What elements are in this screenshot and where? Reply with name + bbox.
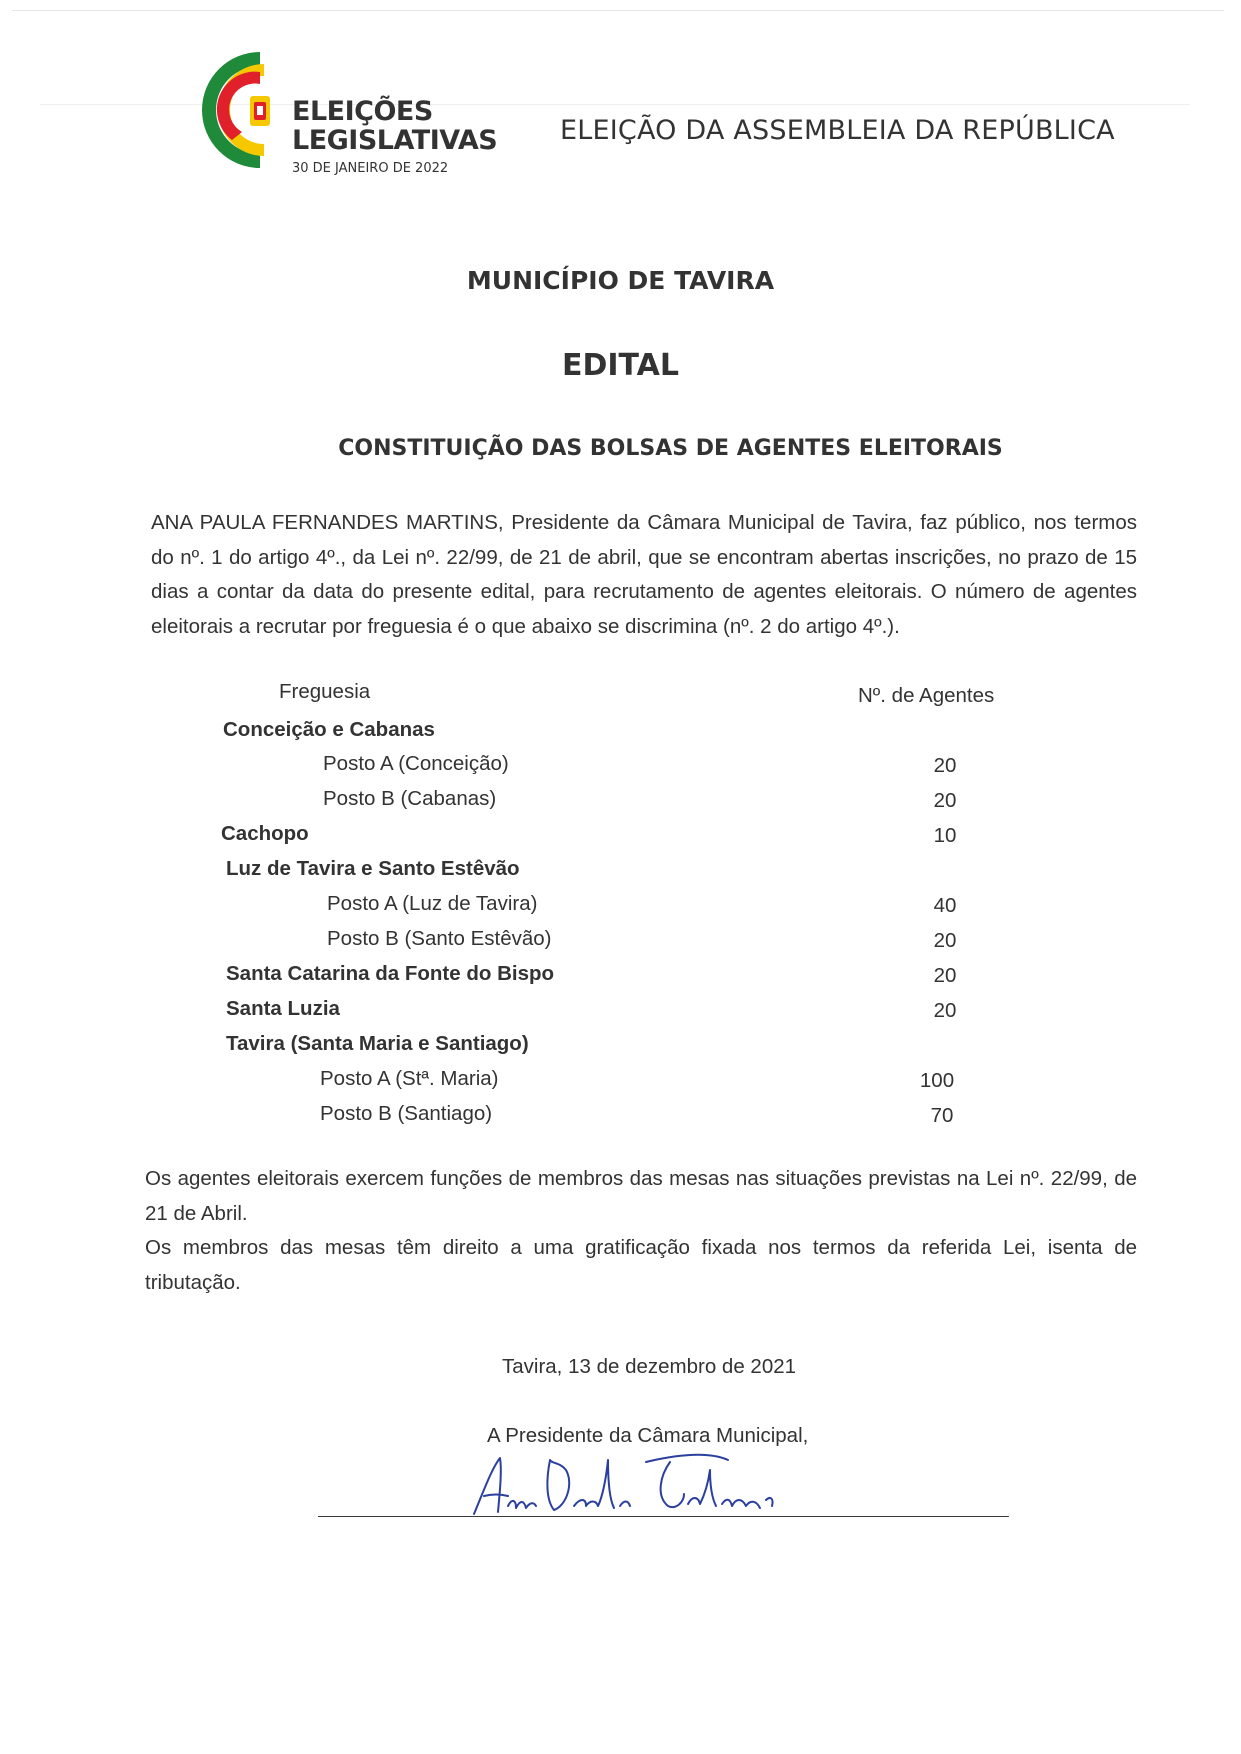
agent-count: 10	[933, 824, 957, 847]
freguesia-name: Tavira (Santa Maria e Santiago)	[226, 1032, 529, 1055]
place-and-date: Tavira, 13 de dezembro de 2021	[502, 1355, 797, 1378]
posto-name: Posto A (Luz de Tavira)	[327, 892, 538, 915]
posto-name: Posto B (Santiago)	[320, 1102, 493, 1125]
freguesia-name: Luz de Tavira e Santo Estêvão	[226, 857, 520, 880]
agent-count: 20	[933, 754, 957, 777]
table-row	[0, 962, 1241, 992]
agent-count: 20	[933, 964, 957, 987]
table-header-agents: Nº. de Agentes	[858, 684, 995, 707]
posto-name: Posto B (Santo Estêvão)	[327, 927, 552, 950]
freguesia-name: Santa Luzia	[226, 997, 340, 1020]
table-row	[0, 1067, 1241, 1097]
intro-paragraph: ANA PAULA FERNANDES MARTINS, Presidente da Câmara Municipal de Tavira, faz público, nos termos do nº. 1 do artigo 4º., da Lei nº. 22/99, de 21 de abril, que se encontram abertas inscrições, no prazo de 15 dias a contar da data do presente edital, para recrutamento de agentes eleitorais. O número de agentes eleitorais a recrutar por freguesia é o que abaixo se discrimina (nº. 2 do artigo 4º.).	[151, 511, 1137, 638]
table-row	[0, 927, 1241, 957]
table-row	[0, 1032, 1241, 1062]
edital-title: EDITAL	[561, 348, 680, 383]
agent-count: 100	[919, 1069, 955, 1092]
logo-mark-icon	[202, 52, 292, 184]
posto-name: Posto A (Stª. Maria)	[320, 1067, 499, 1090]
freguesia-name: Cachopo	[221, 822, 309, 845]
mesas-paragraph-2: Os membros das mesas têm direito a uma gratificação fixada nos termos da referida Lei, isenta de tributação.	[145, 1236, 1137, 1294]
handwritten-signature-icon	[470, 1440, 810, 1520]
agent-count: 20	[933, 929, 957, 952]
logo-line-legislativas: LEGISLATIVAS	[292, 125, 498, 156]
table-row	[0, 752, 1241, 782]
table-row	[0, 857, 1241, 887]
signatory-title: A Presidente da Câmara Municipal,	[487, 1424, 809, 1447]
agent-count: 70	[930, 1104, 954, 1127]
posto-name: Posto A (Conceição)	[323, 752, 509, 775]
table-row	[0, 997, 1241, 1027]
agent-count: 40	[933, 894, 957, 917]
top-border-line	[12, 10, 1224, 11]
eleicoes-legislativas-logo	[202, 52, 498, 184]
logo-line-eleicoes: ELEIÇÕES	[292, 96, 433, 127]
election-title: ELEIÇÃO DA ASSEMBLEIA DA REPÚBLICA	[560, 115, 1115, 146]
table-row	[0, 718, 1241, 748]
agent-count: 20	[933, 999, 957, 1022]
municipality-title: MUNICÍPIO DE TAVIRA	[466, 266, 775, 295]
signature-line	[318, 1516, 1009, 1517]
freguesia-name: Conceição e Cabanas	[223, 718, 435, 741]
freguesia-name: Santa Catarina da Fonte do Bispo	[226, 962, 555, 985]
table-row	[0, 1102, 1241, 1132]
posto-name: Posto B (Cabanas)	[323, 787, 497, 810]
table-row	[0, 822, 1241, 852]
subject-title: CONSTITUIÇÃO DAS BOLSAS DE AGENTES ELEITORAIS	[338, 436, 1003, 461]
agent-count: 20	[933, 789, 957, 812]
table-row	[0, 892, 1241, 922]
table-row	[0, 787, 1241, 817]
logo-election-date: 30 DE JANEIRO DE 2022	[292, 161, 449, 176]
table-header-freguesia: Freguesia	[279, 680, 371, 703]
mesas-paragraph-1: Os agentes eleitorais exercem funções de membros das mesas nas situações previstas na Lei nº. 22/99, de 21 de Abril.	[145, 1167, 1137, 1225]
